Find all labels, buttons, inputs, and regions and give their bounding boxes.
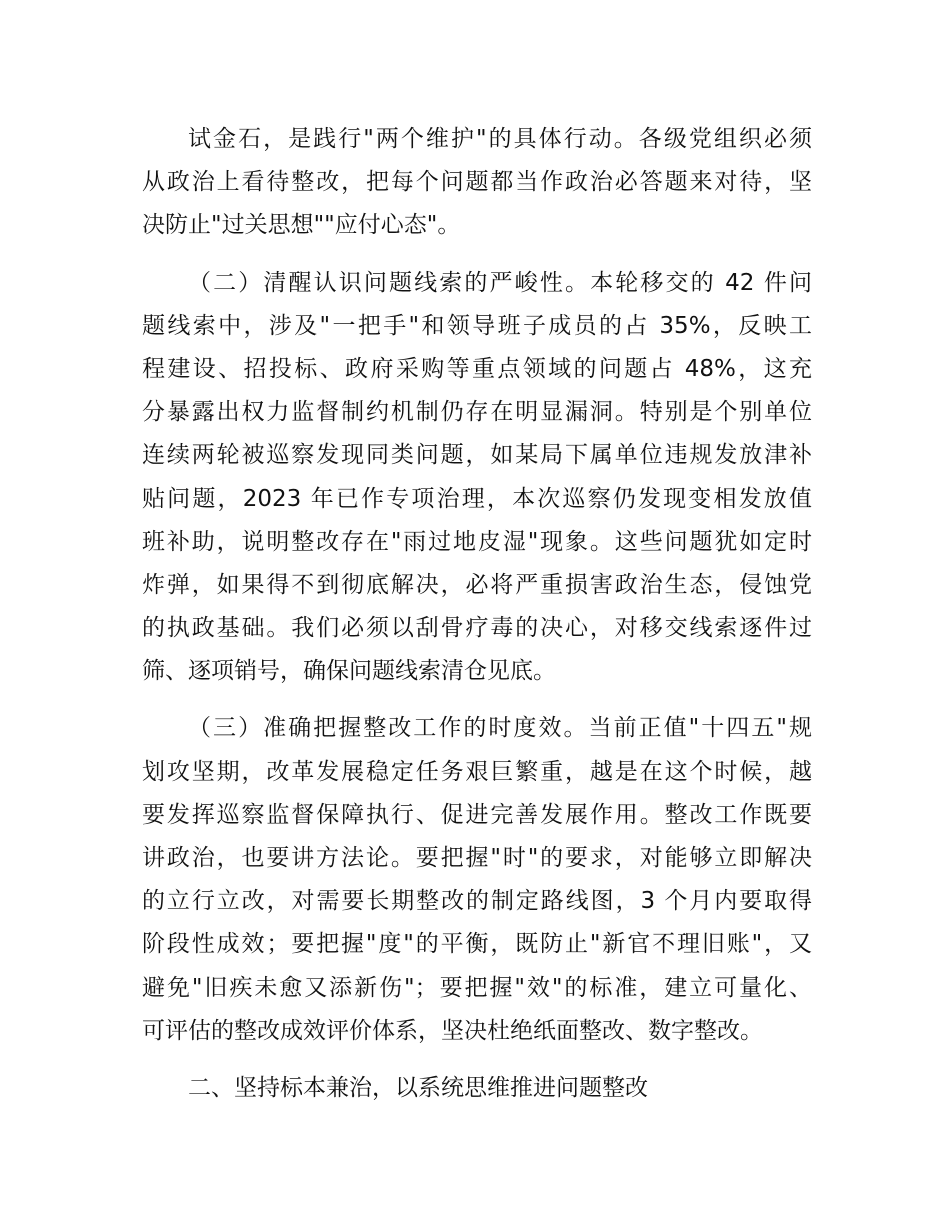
paragraph-line: 从政治上看待整改，把每个问题都当作政治必答题来对待，坚 bbox=[142, 169, 812, 196]
paragraph-line: 程建设、招投标、政府采购等重点领域的问题占 48%，这充 bbox=[142, 355, 812, 382]
paragraph-line: 避免"旧疾未愈又添新伤"；要把握"效"的标准，建立可量化、 bbox=[142, 974, 812, 1001]
section-heading: 二、坚持标本兼治，以系统思维推进问题整改 bbox=[188, 1074, 648, 1101]
document-body bbox=[142, 118, 812, 1110]
paragraph-line: 阶段性成效；要把握"度"的平衡，既防止"新官不理旧账"，又 bbox=[142, 931, 812, 958]
paragraph-line: 讲政治，也要讲方法论。要把握"时"的要求，对能够立即解决 bbox=[142, 845, 812, 871]
paragraph-line: 班补助，说明整改存在"雨过地皮湿"现象。这些问题犹如定时 bbox=[142, 528, 812, 555]
paragraph-line: 可评估的整改成效评价体系，坚决杜绝纸面整改、数字整改。 bbox=[142, 1017, 763, 1044]
paragraph-line: 划攻坚期，改革发展稳定任务艰巨繁重，越是在这个时候，越 bbox=[142, 758, 812, 785]
paragraph-line: 的执政基础。我们必须以刮骨疗毒的决心，对移交线索逐件过 bbox=[142, 615, 812, 642]
paragraph-line: （二）清醒认识问题线索的严峻性。本轮移交的 42 件问 bbox=[188, 269, 812, 296]
paragraph-line: 炸弹，如果得不到彻底解决，必将严重损害政治生态，侵蚀党 bbox=[142, 571, 812, 598]
paragraph-line: 筛、逐项销号，确保问题线索清仓见底。 bbox=[142, 658, 556, 685]
paragraph-3 bbox=[142, 707, 812, 1053]
paragraph-line: 试金石，是践行"两个维护"的具体行动。各级党组织必须 bbox=[188, 126, 812, 152]
paragraph-2 bbox=[142, 262, 812, 694]
paragraph-line: 决防止"过关思想""应付心态"。 bbox=[142, 212, 461, 239]
paragraph-line: 的立行立改，对需要长期整改的制定路线图，3 个月内要取得 bbox=[142, 888, 812, 915]
paragraph-line: 分暴露出权力监督制约机制仍存在明显漏洞。特别是个别单位 bbox=[142, 399, 812, 426]
paragraph-line: （三）准确把握整改工作的时度效。当前正值"十四五"规 bbox=[188, 715, 812, 742]
paragraph-line: 题线索中，涉及"一把手"和领导班子成员的占 35%，反映工 bbox=[142, 312, 812, 339]
paragraph-line: 连续两轮被巡察发现同类问题，如某局下属单位违规发放津补 bbox=[142, 442, 812, 469]
paragraph-1 bbox=[142, 118, 812, 248]
paragraph-line: 贴问题，2023 年已作专项治理，本次巡察仍发现变相发放值 bbox=[142, 485, 812, 512]
paragraph-line: 要发挥巡察监督保障执行、促进完善发展作用。整改工作既要 bbox=[142, 801, 812, 828]
